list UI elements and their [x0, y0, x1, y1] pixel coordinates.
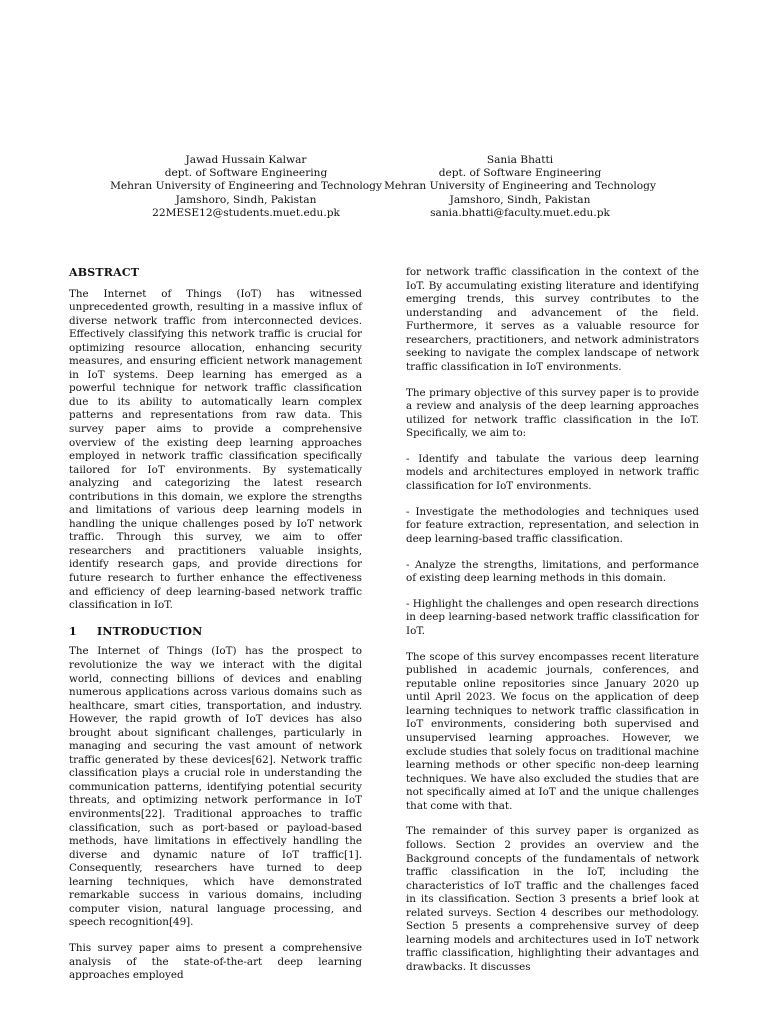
body-paragraph-1: for network traffic classification in the context of the IoT. By accumulating existing literature and identifying emerging trends, this survey contributes to the understanding and advancement of the field. Furthermore, it serves as a valuable resource for researchers, practitioners, and network administrators seeking to navigate the complex landscape of network traffic classification in IoT environments. — [406, 266, 699, 373]
left-column — [69, 266, 362, 995]
organization-paragraph: The remainder of this survey paper is organized as follows. Section 2 provides an overview and the Background concepts of the fundamentals of network traffic classification in the IoT, including the characteristics of IoT traffic and the challenges faced in its classification. Section 3 presents a brief look at related surveys. Section 4 describes our methodology. Section 5 presents a comprehensive survey of deep learning models and architectures used in IoT network traffic classification, highlighting their advantages and drawbacks. It discusses — [406, 825, 699, 973]
author-department: dept. of Software Engineering — [164, 167, 328, 180]
intro-paragraph-1: The Internet of Things (IoT) has the prospect to revolutionize the way we interact with the digital world, connecting billions of devices and enabling numerous applications across various domains such as healthcare, smart cities, transportation, and industry. However, the rapid growth of IoT devices has also brought about significant challenges, particularly in managing and securing the vast amount of network traffic generated by these devices[62]. Network traffic classification plays a crucial role in understanding the communication patterns, identifying potential security threats, and optimizing network performance in IoT environments[22]. Traditional approaches to traffic classification, such as port-based or payload-based methods, have limitations in effectively handling the diverse and dynamic nature of IoT traffic[1]. Consequently, researchers have turned to deep learning techniques, which have demonstrated remarkable success in various domains, including computer vision, natural language processing, and speech recognition[49]. — [69, 645, 362, 929]
intro-paragraph-2: This survey paper aims to present a comprehensive analysis of the state-of-the-art deep learning approaches employed — [69, 942, 362, 982]
section-title: INTRODUCTION — [97, 624, 203, 638]
author-name: Jawad Hussain Kalwar — [185, 154, 307, 166]
right-column — [406, 266, 699, 987]
author-department: dept. of Software Engineering — [438, 167, 602, 180]
section-heading-introduction — [69, 625, 362, 639]
body-paragraph-2: The primary objective of this survey paper is to provide a review and analysis of the deep learning approaches utilized for network traffic classification in the IoT. Specifically, we aim to: — [406, 386, 699, 440]
author-university: Mehran University of Engineering and Technology — [110, 180, 382, 193]
author-location: Jamshoro, Sindh, Pakistan — [175, 193, 317, 206]
objective-item-2: - Investigate the methodologies and techniques used for feature extraction, representation, and selection in deep learning-based traffic classification. — [406, 505, 699, 545]
author-name: Sania Bhatti — [486, 154, 554, 166]
author-location: Jamshoro, Sindh, Pakistan — [449, 193, 591, 206]
author-block-2 — [370, 154, 670, 220]
abstract-text: The Internet of Things (IoT) has witnessed unprecedented growth, resulting in a massive influx of diverse network traffic from interconnected devices. Effectively classifying this network traffic is crucial for optimizing resource allocation, enhancing security measures, and ensuring efficient network management in IoT systems. Deep learning has emerged as a powerful technique for network traffic classification due to its ability to automatically learn complex patterns and representations from raw data. This survey paper aims to provide a comprehensive overview of the existing deep learning approaches employed in network traffic classification specifically tailored for IoT environments. By systematically analyzing and categorizing the latest research contributions in this domain, we explore the strengths and limitations of various deep learning models in handling the unique challenges posed by IoT network traffic. Through this survey, we aim to offer researchers and practitioners valuable insights, identify research gaps, and provide directions for future research to further enhance the effectiveness and efficiency of deep learning-based network traffic classification in IoT. — [69, 287, 362, 612]
scope-paragraph: The scope of this survey encompasses recent literature published in academic journals, conferences, and reputable online repositories since January 2020 up until April 2023. We focus on the application of deep learning techniques to network traffic classification in IoT environments, considering both supervised and unsupervised learning approaches. However, we exclude studies that solely focus on traditional machine learning methods or other specific non-deep learning techniques. We have also excluded the studies that are not specifically aimed at IoT and the unique challenges that come with that. — [406, 650, 699, 812]
objective-item-3: - Analyze the strengths, limitations, and performance of existing deep learning methods in this domain. — [406, 558, 699, 585]
author-email: sania.bhatti@faculty.muet.edu.pk — [430, 206, 610, 219]
author-block-1 — [96, 154, 396, 220]
author-university: Mehran University of Engineering and Technology — [384, 180, 656, 193]
section-number: 1 — [69, 624, 77, 638]
objective-item-4: - Highlight the challenges and open research directions in deep learning-based network traffic classification for IoT. — [406, 597, 699, 637]
abstract-heading: ABSTRACT — [69, 266, 140, 279]
author-email: 22MESE12@students.muet.edu.pk — [152, 206, 340, 219]
objective-item-1: - Identify and tabulate the various deep learning models and architectures employed in network traffic classification for IoT environments. — [406, 452, 699, 493]
